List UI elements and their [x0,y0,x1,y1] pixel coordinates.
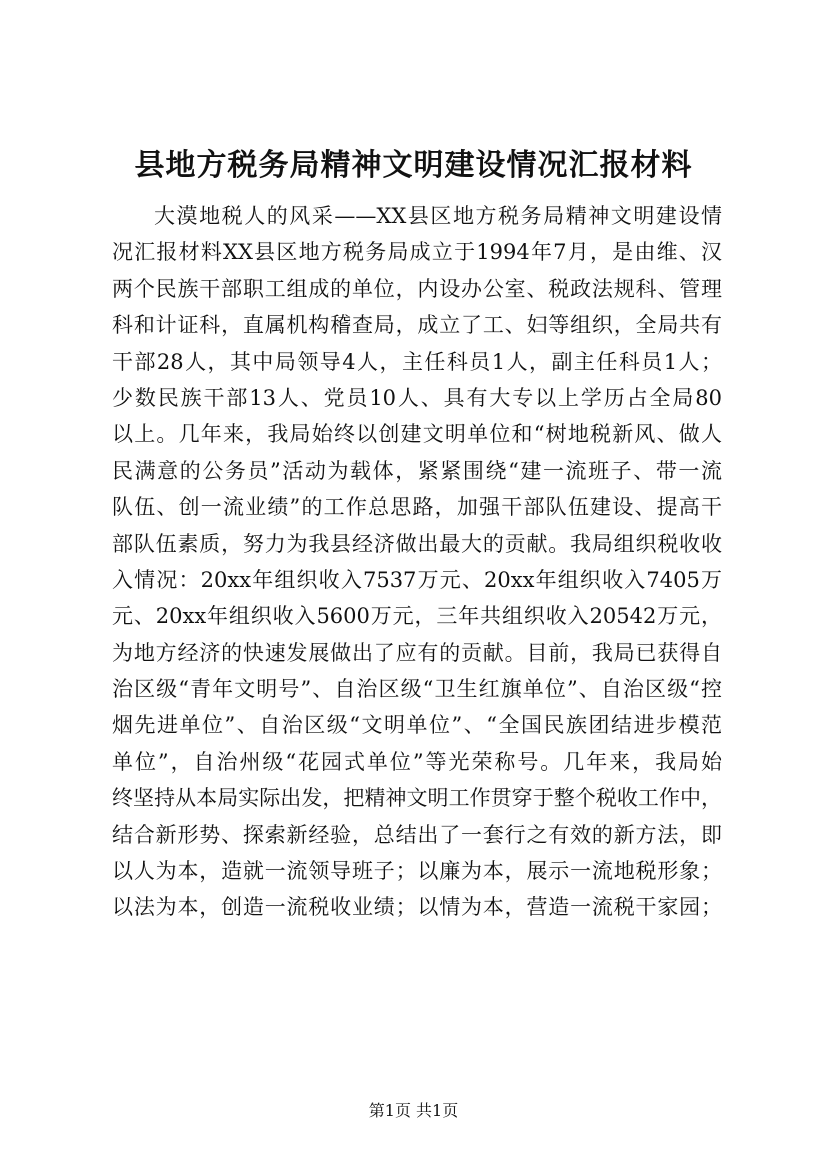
body-line: 为地方经济的快速发展做出了应有的贡献。目前，我局已获得自 [112,640,722,665]
body-line: 况汇报材料XX县区地方税务局成立于1994年7月，是由维、汉 [112,240,722,265]
body-line: 部队伍素质，努力为我县经济做出最大的贡献。我局组织税收收 [112,531,722,556]
body-line: 结合新形势、探索新经验，总结出了一套行之有效的新方法，即 [112,822,722,847]
page-number-footer: 第1页 共1页 [368,1101,459,1120]
document-title: 县地方税务局精神文明建设情况汇报材料 [134,148,693,183]
body-line: 以法为本，创造一流税收业绩；以情为本，营造一流税干家园； [112,895,722,920]
body-line: 两个民族干部职工组成的单位，内设办公室、税政法规科、管理 [112,276,722,301]
body-line: 少数民族干部13人、党员10人、具有大专以上学历占全局80 [112,385,722,410]
body-line: 科和计证科，直属机构稽查局，成立了工、妇等组织，全局共有 [112,313,722,338]
body-line: 入情况：20xx年组织收入7537万元、20xx年组织收入7405万 [112,567,722,592]
body-line: 终坚持从本局实际出发，把精神文明工作贯穿于整个税收工作中， [112,786,722,811]
body-line: 以上。几年来，我局始终以创建文明单位和“树地税新风、做人 [112,422,722,447]
body-line: 单位”，自治州级“花园式单位”等光荣称号。几年来，我局始 [112,749,722,774]
body-line: 烟先进单位”、自治区级“文明单位”、“全国民族团结进步模范 [112,713,722,738]
body-line: 治区级“青年文明号”、自治区级“卫生红旗单位”、自治区级“控 [112,677,722,702]
body-line: 大漠地税人的风采——XX县区地方税务局精神文明建设情 [154,204,722,228]
body-line: 干部28人，其中局领导4人，主任科员1人，副主任科员1人； [112,349,722,374]
body-line: 民满意的公务员”活动为载体，紧紧围绕“建一流班子、带一流 [112,458,722,483]
body-line: 元、20xx年组织收入5600万元，三年共组织收入20542万元， [112,604,722,629]
body-line: 以人为本，造就一流领导班子；以廉为本，展示一流地税形象； [112,859,722,884]
document-body [112,198,722,926]
body-line: 队伍、创一流业绩”的工作总思路，加强干部队伍建设、提高干 [112,495,722,520]
